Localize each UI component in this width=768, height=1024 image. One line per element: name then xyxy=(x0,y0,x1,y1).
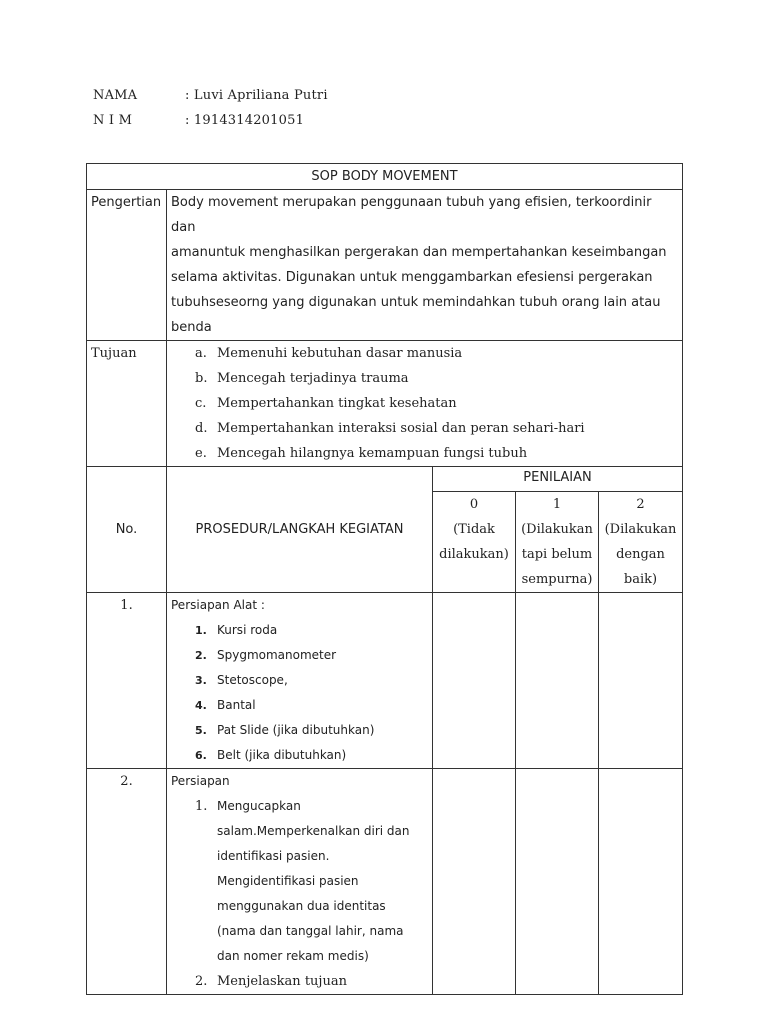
list-item: e. Mencegah hilangnya kemampuan fungsi tubuh xyxy=(195,446,528,461)
pengertian-line: Body movement merupakan penggunaan tubuh yang efisien, terkoordinir dan xyxy=(171,195,652,235)
sop-table xyxy=(86,163,683,995)
tujuan-list xyxy=(167,341,683,467)
nim-label: N I M xyxy=(93,113,133,128)
score-cell[interactable] xyxy=(433,593,516,769)
pengertian-label: Pengertian xyxy=(87,190,167,341)
score-col-0: 0 (Tidak dilakukan) xyxy=(433,492,516,593)
pengertian-text xyxy=(167,190,683,341)
nim-value: : 1914314201051 xyxy=(185,113,305,128)
list-item: 1. Kursi roda xyxy=(195,623,278,637)
step-title: Persiapan Alat : xyxy=(171,598,265,612)
score-col-2: 2 (Dilakukan dengan baik) xyxy=(599,492,683,593)
step-content xyxy=(167,769,433,995)
nama-value: : Luvi Apriliana Putri xyxy=(185,88,328,103)
list-item: 5. Pat Slide (jika dibutuhkan) xyxy=(195,723,375,737)
col-no-header: No. xyxy=(87,467,167,593)
score-cell[interactable] xyxy=(433,769,516,995)
list-item: a. Memenuhi kebutuhan dasar manusia xyxy=(195,346,463,361)
pengertian-line: selama aktivitas. Digunakan untuk menggambarkan efesiensi pergerakan xyxy=(171,270,653,285)
nim-row xyxy=(93,113,304,128)
score-cell[interactable] xyxy=(516,593,599,769)
step-title: Persiapan xyxy=(171,774,230,788)
pengertian-line: tubuhseseorng yang digunakan untuk memindahkan tubuh orang lain atau benda xyxy=(171,295,661,335)
step-no: 2. xyxy=(87,769,167,995)
list-item: d. Mempertahankan interaksi sosial dan peran sehari-hari xyxy=(195,421,585,436)
score-cell[interactable] xyxy=(599,593,683,769)
table-title: SOP BODY MOVEMENT xyxy=(87,164,683,190)
list-item: 1. Mengucapkan salam.Memperkenalkan diri dan identifikasi pasien. Mengidentifikasi pasien menggunakan dua identitas (nama dan tanggal lahir, nama dan nomer rekam medis) xyxy=(195,799,410,963)
list-item: b. Mencegah terjadinya trauma xyxy=(195,371,409,386)
step-content xyxy=(167,593,433,769)
pengertian-line: amanuntuk menghasilkan pergerakan dan mempertahankan keseimbangan xyxy=(171,245,667,260)
col-penilaian-header: PENILAIAN xyxy=(433,467,683,492)
step-no: 1. xyxy=(87,593,167,769)
score-cell[interactable] xyxy=(599,769,683,995)
nama-label: NAMA xyxy=(93,88,138,103)
list-item: c. Mempertahankan tingkat kesehatan xyxy=(195,396,457,411)
tujuan-label: Tujuan xyxy=(87,341,167,467)
score-col-1: 1 (Dilakukan tapi belum sempurna) xyxy=(516,492,599,593)
list-item: 4. Bantal xyxy=(195,698,256,712)
list-item: 2. Spygmomanometer xyxy=(195,648,337,662)
list-item: 6. Belt (jika dibutuhkan) xyxy=(195,748,347,762)
score-cell[interactable] xyxy=(516,769,599,995)
nama-row xyxy=(93,88,328,103)
list-item: 3. Stetoscope, xyxy=(195,673,288,687)
col-prosedur-header: PROSEDUR/LANGKAH KEGIATAN xyxy=(167,467,433,593)
list-item: 2. Menjelaskan tujuan xyxy=(195,974,347,989)
table-row xyxy=(87,769,683,995)
table-row xyxy=(87,593,683,769)
